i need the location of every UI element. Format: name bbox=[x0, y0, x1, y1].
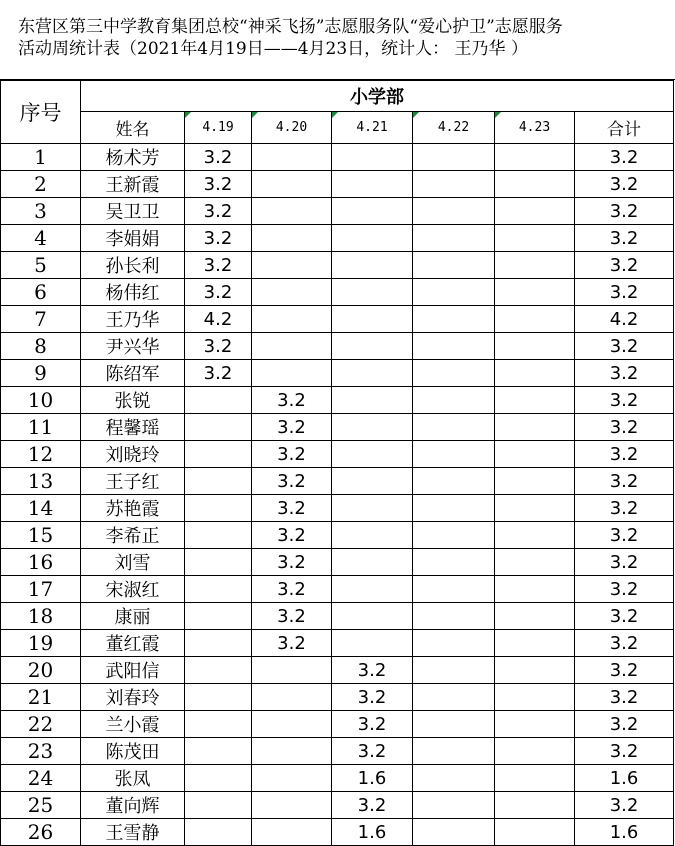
table-row bbox=[1, 522, 674, 549]
hours-cell bbox=[495, 603, 575, 630]
date-header: 4.20 bbox=[252, 112, 332, 144]
total-cell: 3.2 bbox=[575, 144, 674, 171]
hours-cell bbox=[495, 333, 575, 360]
sheet-title bbox=[0, 0, 675, 80]
hours-cell bbox=[495, 360, 575, 387]
total-cell: 3.2 bbox=[575, 387, 674, 414]
table-row bbox=[1, 657, 674, 684]
hours-cell bbox=[495, 630, 575, 657]
hours-cell bbox=[413, 414, 495, 441]
hours-cell bbox=[495, 252, 575, 279]
table-row bbox=[1, 495, 674, 522]
hours-cell: 3.2 bbox=[185, 360, 252, 387]
hours-cell bbox=[413, 468, 495, 495]
hours-cell bbox=[252, 360, 332, 387]
hours-cell bbox=[252, 225, 332, 252]
total-cell: 3.2 bbox=[575, 522, 674, 549]
seq-header: 序号 bbox=[1, 81, 81, 144]
hours-cell: 3.2 bbox=[185, 252, 252, 279]
volunteer-name: 宋淑红 bbox=[81, 576, 185, 603]
hours-cell: 3.2 bbox=[332, 792, 413, 819]
hours-cell bbox=[185, 522, 252, 549]
row-number: 1 bbox=[1, 144, 81, 171]
volunteer-name: 陈绍军 bbox=[81, 360, 185, 387]
volunteer-name: 尹兴华 bbox=[81, 333, 185, 360]
volunteer-name: 李娟娟 bbox=[81, 225, 185, 252]
hours-cell: 3.2 bbox=[185, 144, 252, 171]
hours-cell bbox=[495, 387, 575, 414]
row-number: 2 bbox=[1, 171, 81, 198]
hours-cell bbox=[413, 522, 495, 549]
hours-cell: 3.2 bbox=[252, 549, 332, 576]
volunteer-name: 孙长利 bbox=[81, 252, 185, 279]
date-header: 4.21 bbox=[332, 112, 413, 144]
hours-cell bbox=[332, 630, 413, 657]
hours-cell: 3.2 bbox=[332, 738, 413, 765]
hours-cell: 3.2 bbox=[185, 333, 252, 360]
hours-cell bbox=[185, 468, 252, 495]
volunteer-name: 刘晓玲 bbox=[81, 441, 185, 468]
hours-cell bbox=[413, 387, 495, 414]
hours-cell: 3.2 bbox=[252, 522, 332, 549]
row-number: 13 bbox=[1, 468, 81, 495]
hours-cell bbox=[252, 333, 332, 360]
hours-cell bbox=[185, 765, 252, 792]
total-cell: 3.2 bbox=[575, 279, 674, 306]
volunteer-name: 王子红 bbox=[81, 468, 185, 495]
total-cell: 3.2 bbox=[575, 414, 674, 441]
hours-cell bbox=[252, 792, 332, 819]
total-cell: 3.2 bbox=[575, 171, 674, 198]
hours-cell bbox=[252, 711, 332, 738]
hours-cell bbox=[332, 468, 413, 495]
hours-cell bbox=[332, 576, 413, 603]
hours-cell bbox=[252, 252, 332, 279]
volunteer-name: 兰小霞 bbox=[81, 711, 185, 738]
hours-cell: 3.2 bbox=[185, 171, 252, 198]
volunteer-name: 董向辉 bbox=[81, 792, 185, 819]
total-cell: 3.2 bbox=[575, 576, 674, 603]
row-number: 19 bbox=[1, 630, 81, 657]
hours-cell bbox=[332, 495, 413, 522]
date-header: 4.23 bbox=[495, 112, 575, 144]
row-number: 8 bbox=[1, 333, 81, 360]
table-row bbox=[1, 414, 674, 441]
hours-cell bbox=[185, 603, 252, 630]
row-number: 23 bbox=[1, 738, 81, 765]
row-number: 21 bbox=[1, 684, 81, 711]
volunteer-name: 武阳信 bbox=[81, 657, 185, 684]
hours-cell bbox=[332, 549, 413, 576]
hours-cell bbox=[495, 279, 575, 306]
volunteer-name: 李希正 bbox=[81, 522, 185, 549]
row-number: 22 bbox=[1, 711, 81, 738]
row-number: 14 bbox=[1, 495, 81, 522]
hours-cell bbox=[413, 441, 495, 468]
hours-cell bbox=[413, 306, 495, 333]
total-cell: 3.2 bbox=[575, 252, 674, 279]
volunteer-name: 陈茂田 bbox=[81, 738, 185, 765]
row-number: 3 bbox=[1, 198, 81, 225]
total-cell: 3.2 bbox=[575, 738, 674, 765]
total-cell: 3.2 bbox=[575, 495, 674, 522]
hours-cell: 3.2 bbox=[332, 711, 413, 738]
hours-cell bbox=[495, 711, 575, 738]
hours-cell bbox=[332, 225, 413, 252]
hours-cell bbox=[332, 522, 413, 549]
hours-cell bbox=[185, 414, 252, 441]
hours-cell bbox=[413, 711, 495, 738]
row-number: 6 bbox=[1, 279, 81, 306]
hours-cell bbox=[185, 684, 252, 711]
hours-cell bbox=[413, 792, 495, 819]
hours-cell bbox=[495, 306, 575, 333]
volunteer-name: 康丽 bbox=[81, 603, 185, 630]
volunteer-name: 程馨瑶 bbox=[81, 414, 185, 441]
table-row bbox=[1, 765, 674, 792]
hours-cell bbox=[495, 495, 575, 522]
hours-cell bbox=[252, 765, 332, 792]
row-number: 16 bbox=[1, 549, 81, 576]
volunteer-name: 董红霞 bbox=[81, 630, 185, 657]
hours-cell: 3.2 bbox=[252, 441, 332, 468]
hours-cell bbox=[332, 144, 413, 171]
hours-cell bbox=[413, 225, 495, 252]
hours-cell bbox=[252, 306, 332, 333]
hours-cell bbox=[495, 522, 575, 549]
hours-cell bbox=[185, 657, 252, 684]
volunteer-name: 王雪静 bbox=[81, 819, 185, 846]
hours-cell bbox=[495, 414, 575, 441]
hours-cell bbox=[413, 684, 495, 711]
hours-cell bbox=[495, 765, 575, 792]
row-number: 18 bbox=[1, 603, 81, 630]
table-row bbox=[1, 441, 674, 468]
total-cell: 3.2 bbox=[575, 711, 674, 738]
hours-cell bbox=[332, 360, 413, 387]
hours-cell bbox=[413, 549, 495, 576]
volunteer-name: 刘雪 bbox=[81, 549, 185, 576]
hours-cell bbox=[495, 684, 575, 711]
table-row bbox=[1, 387, 674, 414]
hours-cell bbox=[413, 630, 495, 657]
total-cell: 3.2 bbox=[575, 657, 674, 684]
hours-cell: 3.2 bbox=[252, 603, 332, 630]
hours-cell: 3.2 bbox=[185, 279, 252, 306]
hours-cell bbox=[185, 630, 252, 657]
hours-cell bbox=[332, 252, 413, 279]
hours-cell bbox=[332, 414, 413, 441]
volunteer-name: 王新霞 bbox=[81, 171, 185, 198]
hours-cell: 3.2 bbox=[185, 198, 252, 225]
hours-cell bbox=[495, 657, 575, 684]
table-row bbox=[1, 630, 674, 657]
table-row bbox=[1, 333, 674, 360]
table-row bbox=[1, 225, 674, 252]
hours-cell bbox=[332, 279, 413, 306]
hours-cell bbox=[332, 306, 413, 333]
hours-cell bbox=[185, 792, 252, 819]
hours-cell bbox=[413, 144, 495, 171]
hours-cell bbox=[332, 171, 413, 198]
hours-cell bbox=[413, 576, 495, 603]
hours-cell: 3.2 bbox=[252, 468, 332, 495]
volunteer-name: 吴卫卫 bbox=[81, 198, 185, 225]
volunteer-name: 张锐 bbox=[81, 387, 185, 414]
hours-cell: 3.2 bbox=[252, 495, 332, 522]
hours-cell bbox=[185, 711, 252, 738]
row-number: 24 bbox=[1, 765, 81, 792]
row-number: 20 bbox=[1, 657, 81, 684]
volunteer-stats-table bbox=[0, 80, 674, 846]
total-cell: 3.2 bbox=[575, 549, 674, 576]
title-line-1: 东营区第三中学教育集团总校“神采飞扬”志愿服务队“爱心护卫”志愿服务 bbox=[18, 17, 563, 37]
table-row bbox=[1, 792, 674, 819]
volunteer-name: 王乃华 bbox=[81, 306, 185, 333]
hours-cell bbox=[495, 144, 575, 171]
hours-cell: 3.2 bbox=[252, 630, 332, 657]
row-number: 12 bbox=[1, 441, 81, 468]
hours-cell: 3.2 bbox=[252, 576, 332, 603]
hours-cell: 1.6 bbox=[332, 819, 413, 846]
table-row bbox=[1, 252, 674, 279]
volunteer-name: 苏艳霞 bbox=[81, 495, 185, 522]
date-header: 4.19 bbox=[185, 112, 252, 144]
total-cell: 3.2 bbox=[575, 441, 674, 468]
total-cell: 4.2 bbox=[575, 306, 674, 333]
hours-cell bbox=[495, 792, 575, 819]
hours-cell: 1.6 bbox=[332, 765, 413, 792]
row-number: 11 bbox=[1, 414, 81, 441]
hours-cell bbox=[252, 657, 332, 684]
date-header: 4.22 bbox=[413, 112, 495, 144]
hours-cell bbox=[413, 738, 495, 765]
hours-cell bbox=[332, 198, 413, 225]
hours-cell bbox=[185, 387, 252, 414]
name-header: 姓名 bbox=[81, 112, 185, 144]
hours-cell bbox=[332, 441, 413, 468]
total-cell: 3.2 bbox=[575, 684, 674, 711]
hours-cell bbox=[185, 495, 252, 522]
section-header: 小学部 bbox=[81, 81, 674, 112]
row-number: 9 bbox=[1, 360, 81, 387]
row-number: 10 bbox=[1, 387, 81, 414]
row-number: 5 bbox=[1, 252, 81, 279]
hours-cell bbox=[495, 549, 575, 576]
hours-cell bbox=[252, 198, 332, 225]
hours-cell bbox=[185, 549, 252, 576]
hours-cell bbox=[332, 333, 413, 360]
table-row bbox=[1, 684, 674, 711]
hours-cell bbox=[252, 144, 332, 171]
total-cell: 3.2 bbox=[575, 360, 674, 387]
hours-cell bbox=[185, 576, 252, 603]
total-cell: 3.2 bbox=[575, 198, 674, 225]
table-row bbox=[1, 306, 674, 333]
row-number: 25 bbox=[1, 792, 81, 819]
total-cell: 3.2 bbox=[575, 333, 674, 360]
volunteer-name: 张凤 bbox=[81, 765, 185, 792]
row-number: 17 bbox=[1, 576, 81, 603]
hours-cell bbox=[413, 765, 495, 792]
table-row bbox=[1, 198, 674, 225]
total-cell: 1.6 bbox=[575, 819, 674, 846]
hours-cell: 3.2 bbox=[332, 684, 413, 711]
table-row bbox=[1, 171, 674, 198]
hours-cell bbox=[495, 198, 575, 225]
hours-cell bbox=[413, 171, 495, 198]
hours-cell bbox=[332, 603, 413, 630]
hours-cell bbox=[185, 819, 252, 846]
table-row bbox=[1, 576, 674, 603]
total-cell: 3.2 bbox=[575, 630, 674, 657]
hours-cell bbox=[252, 171, 332, 198]
hours-cell bbox=[413, 360, 495, 387]
hours-cell bbox=[332, 387, 413, 414]
hours-cell bbox=[495, 171, 575, 198]
row-number: 15 bbox=[1, 522, 81, 549]
volunteer-name: 杨术芳 bbox=[81, 144, 185, 171]
hours-cell: 3.2 bbox=[185, 225, 252, 252]
total-cell: 3.2 bbox=[575, 225, 674, 252]
hours-cell bbox=[252, 738, 332, 765]
hours-cell bbox=[413, 333, 495, 360]
hours-cell: 4.2 bbox=[185, 306, 252, 333]
hours-cell bbox=[413, 603, 495, 630]
hours-cell bbox=[413, 657, 495, 684]
total-cell: 3.2 bbox=[575, 792, 674, 819]
hours-cell bbox=[413, 495, 495, 522]
hours-cell bbox=[185, 441, 252, 468]
hours-cell bbox=[495, 225, 575, 252]
table-row bbox=[1, 279, 674, 306]
table-row bbox=[1, 360, 674, 387]
table-row bbox=[1, 549, 674, 576]
total-cell: 3.2 bbox=[575, 468, 674, 495]
hours-cell bbox=[495, 468, 575, 495]
total-cell: 1.6 bbox=[575, 765, 674, 792]
hours-cell bbox=[413, 819, 495, 846]
row-number: 4 bbox=[1, 225, 81, 252]
hours-cell bbox=[252, 684, 332, 711]
table-row bbox=[1, 468, 674, 495]
hours-cell bbox=[413, 279, 495, 306]
table-row bbox=[1, 144, 674, 171]
row-number: 7 bbox=[1, 306, 81, 333]
hours-cell bbox=[495, 819, 575, 846]
hours-cell bbox=[252, 279, 332, 306]
table-row bbox=[1, 819, 674, 846]
hours-cell: 3.2 bbox=[252, 387, 332, 414]
table-row bbox=[1, 603, 674, 630]
row-number: 26 bbox=[1, 819, 81, 846]
title-line-2: 活动周统计表（2021年4月19日——4月23日，统计人： 王乃华 ） bbox=[18, 39, 528, 59]
table-row bbox=[1, 738, 674, 765]
hours-cell bbox=[495, 441, 575, 468]
total-cell: 3.2 bbox=[575, 603, 674, 630]
hours-cell bbox=[185, 738, 252, 765]
hours-cell bbox=[252, 819, 332, 846]
hours-cell: 3.2 bbox=[252, 414, 332, 441]
hours-cell: 3.2 bbox=[332, 657, 413, 684]
total-header: 合计 bbox=[575, 112, 674, 144]
hours-cell bbox=[413, 252, 495, 279]
table-row bbox=[1, 711, 674, 738]
volunteer-name: 刘春玲 bbox=[81, 684, 185, 711]
hours-cell bbox=[495, 738, 575, 765]
hours-cell bbox=[413, 198, 495, 225]
volunteer-name: 杨伟红 bbox=[81, 279, 185, 306]
hours-cell bbox=[495, 576, 575, 603]
